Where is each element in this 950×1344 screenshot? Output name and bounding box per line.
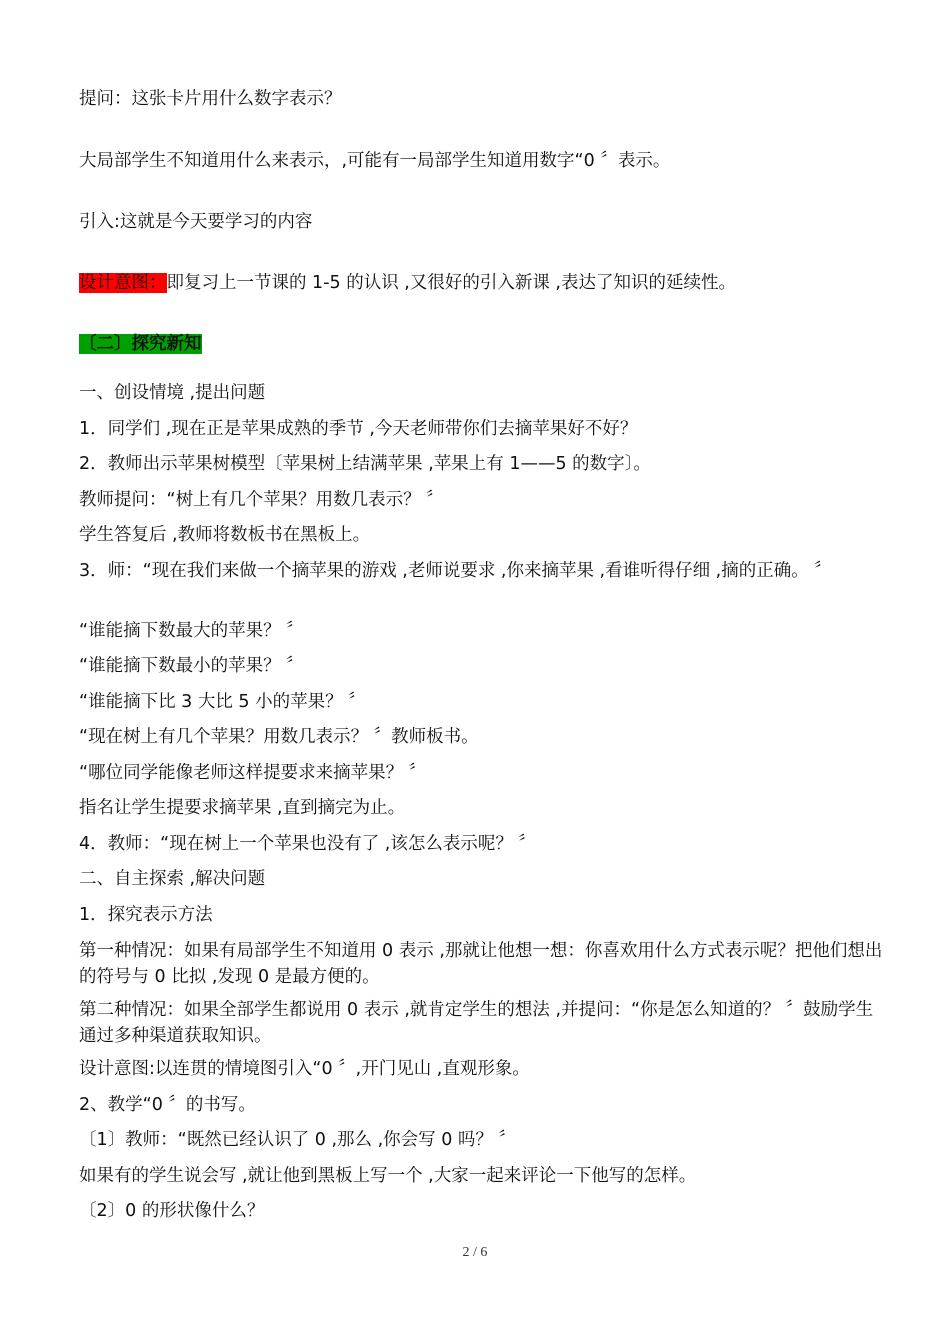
paragraph: 引入:这就是今天要学习的内容 bbox=[79, 212, 313, 232]
paragraph: 教师提问：“树上有几个苹果？用数几表示？ 〞 bbox=[79, 490, 444, 510]
page-number: 2 / 6 bbox=[462, 1245, 488, 1260]
paragraph: 4．教师：“现在树上一个苹果也没有了 ,该怎么表示呢？ 〞 bbox=[79, 834, 536, 854]
section-heading-text: 〔二〕探究新知 bbox=[79, 334, 202, 354]
paragraph: 〔2〕0 的形状像什么？ bbox=[79, 1201, 265, 1221]
section-heading bbox=[79, 331, 885, 357]
subsection-heading: 二、自主探索 ,解决问题 bbox=[79, 869, 266, 889]
paragraph: 指名让学生提要求摘苹果 ,直到摘完为止。 bbox=[79, 798, 406, 818]
paragraph: 设计意图:以连贯的情境图引入“0 〞,开门见山 ,直观形象。 bbox=[79, 1059, 530, 1079]
paragraph: “谁能摘下数最大的苹果？ 〞 bbox=[79, 621, 304, 641]
paragraph: 1．探究表示方法 bbox=[79, 905, 213, 925]
paragraph: “哪位同学能像老师这样提要求来摘苹果？ 〞 bbox=[79, 763, 427, 783]
paragraph: 3．师：“现在我们来做一个摘苹果的游戏 ,老师说要求 ,你来摘苹果 ,看谁听得仔细 ,摘的正确。 〞 bbox=[79, 561, 832, 581]
paragraph: 大局部学生不知道用什么来表示，,可能有一局部学生知道用数字“0 〞表示。 bbox=[79, 151, 671, 171]
paragraph: “现在树上有几个苹果？用数几表示？ 〞教师板书。 bbox=[79, 727, 479, 747]
paragraph: 如果有的学生说会写 ,就让他到黑板上写一个 ,大家一起来评论一下他写的怎样。 bbox=[79, 1166, 697, 1186]
paragraph: 2．教师出示苹果树模型〔苹果树上结满苹果 ,苹果上有 1——5 的数字〕。 bbox=[79, 454, 651, 474]
paragraph: 第二种情况：如果全部学生都说用 0 表示 ,就肯定学生的想法 ,并提问：“你是怎么知道的？ 〞鼓励学生通过多种渠道获取知识。 bbox=[79, 1000, 874, 1046]
paragraph: 第一种情况：如果有局部学生不知道用 0 表示 ,那就让他想一想：你喜欢用什么方式表示呢？把他们想出的符号与 0 比拟 ,发现 0 是最方便的。 bbox=[79, 941, 883, 987]
design-intent-text: 即复习上一节课的 1-5 的认识 ,又很好的引入新课 ,表达了知识的延续性。 bbox=[166, 273, 736, 293]
paragraph: “谁能摘下比 3 大比 5 小的苹果？ 〞 bbox=[79, 692, 366, 712]
paragraph: “谁能摘下数最小的苹果？ 〞 bbox=[79, 656, 304, 676]
design-intent-label: 设计意图： bbox=[79, 273, 167, 293]
design-intent-paragraph bbox=[79, 270, 885, 296]
paragraph: 2、教学“0 〞的书写。 bbox=[79, 1095, 256, 1115]
subsection-heading: 一、创设情境 ,提出问题 bbox=[79, 383, 266, 403]
paragraph: 学生答复后 ,教师将数板书在黑板上。 bbox=[79, 525, 371, 545]
paragraph: 〔1〕教师：“既然已经认识了 0 ,那么 ,你会写 0 吗？ 〞 bbox=[79, 1130, 516, 1150]
paragraph: 提问：这张卡片用什么数字表示？ bbox=[79, 89, 342, 109]
paragraph: 1．同学们 ,现在正是苹果成熟的季节 ,今天老师带你们去摘苹果好不好？ bbox=[79, 419, 638, 439]
